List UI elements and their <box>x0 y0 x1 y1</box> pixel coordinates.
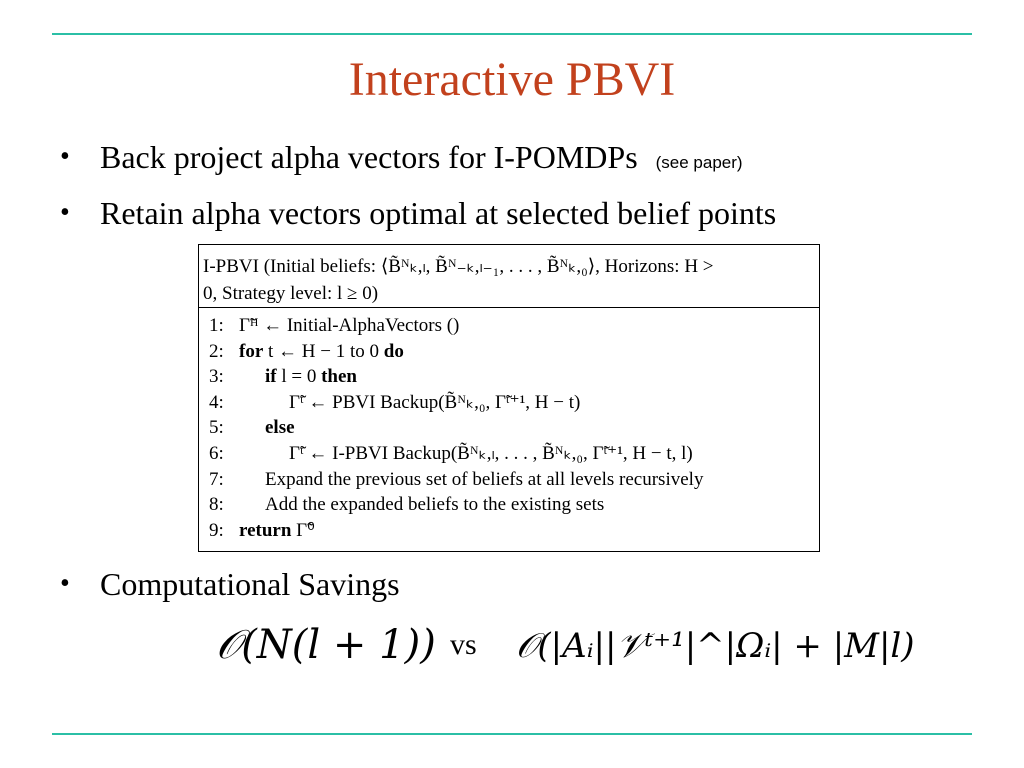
algorithm-header <box>203 253 833 307</box>
algorithm-line <box>209 492 703 518</box>
algorithm-line <box>209 415 703 441</box>
line-number: 5: <box>209 417 224 439</box>
line-number: 7: <box>209 468 224 490</box>
line-text: return Γ̃⁰ <box>239 519 315 541</box>
line-text: Γ̃ᵗ ← I-PBVI Backup(B̃ᴺₖ,ₗ, . . . , B̃ᴺₖ,₀, Γ̃ᵗ⁺¹, H − t, l) <box>289 442 693 464</box>
algorithm-divider <box>199 307 819 308</box>
bullet-dot-icon: • <box>60 197 70 228</box>
line-text: if l = 0 then <box>265 366 358 388</box>
line-text: Γ̃ᴴ ← Initial-AlphaVectors () <box>239 315 460 336</box>
bullet-list <box>60 138 776 250</box>
bullet-text: Computational Savings <box>100 566 400 602</box>
complexity-formula-right: 𝒪(|Aᵢ||𝒱ᵗ⁺¹|^|Ωᵢ| + |M|l) <box>516 626 915 666</box>
line-text: Expand the previous set of beliefs at all levels recursively <box>265 468 704 490</box>
line-number: 9: <box>209 519 224 541</box>
bottom-divider <box>52 733 972 735</box>
line-text: for t ← H − 1 to 0 do <box>239 340 404 362</box>
bullet-note: (see paper) <box>655 153 743 172</box>
algorithm-line <box>209 339 703 365</box>
line-number: 4: <box>209 391 224 413</box>
line-text: Γ̃ᵗ ← PBVI Backup(B̃ᴺₖ,₀, Γ̃ᵗ⁺¹, H − t) <box>289 391 581 413</box>
bullet-item <box>60 194 776 250</box>
algorithm-line <box>209 441 703 467</box>
algorithm-line <box>209 467 703 493</box>
bullet-text: Back project alpha vectors for I-POMDPs <box>100 139 638 175</box>
line-number: 3: <box>209 366 224 388</box>
bullet-item <box>60 138 776 194</box>
line-number: 1: <box>209 315 224 336</box>
algorithm-header-line-1: I-PBVI (Initial beliefs: ⟨B̃ᴺₖ,ₗ, B̃ᴺ₋ₖ,ₗ₋₁, . . . , B̃ᴺₖ,₀⟩, Horizons: H > <box>203 256 714 277</box>
bullet-text: Retain alpha vectors optimal at selected belief points <box>100 195 777 231</box>
line-number: 6: <box>209 442 224 464</box>
algorithm-line <box>209 364 703 390</box>
bullet-item <box>60 565 400 621</box>
bullet-dot-icon: • <box>60 141 70 172</box>
algorithm-line <box>209 518 703 544</box>
algorithm-line <box>209 313 703 339</box>
algorithm-lines <box>209 313 703 543</box>
algorithm-box <box>198 244 820 552</box>
algorithm-line <box>209 390 703 416</box>
complexity-formula-left: 𝒪(N(l + 1)) <box>216 622 436 668</box>
line-number: 8: <box>209 494 224 516</box>
algorithm-header-line-2: 0, Strategy level: l ≥ 0) <box>203 283 379 304</box>
complexity-vs-label: vs <box>450 628 477 661</box>
slide-title: Interactive PBVI <box>348 53 676 106</box>
bullet-dot-icon: • <box>60 568 70 599</box>
line-number: 2: <box>209 340 224 362</box>
top-divider <box>52 33 972 35</box>
line-text: Add the expanded beliefs to the existing sets <box>265 494 605 516</box>
line-text: else <box>265 417 295 439</box>
